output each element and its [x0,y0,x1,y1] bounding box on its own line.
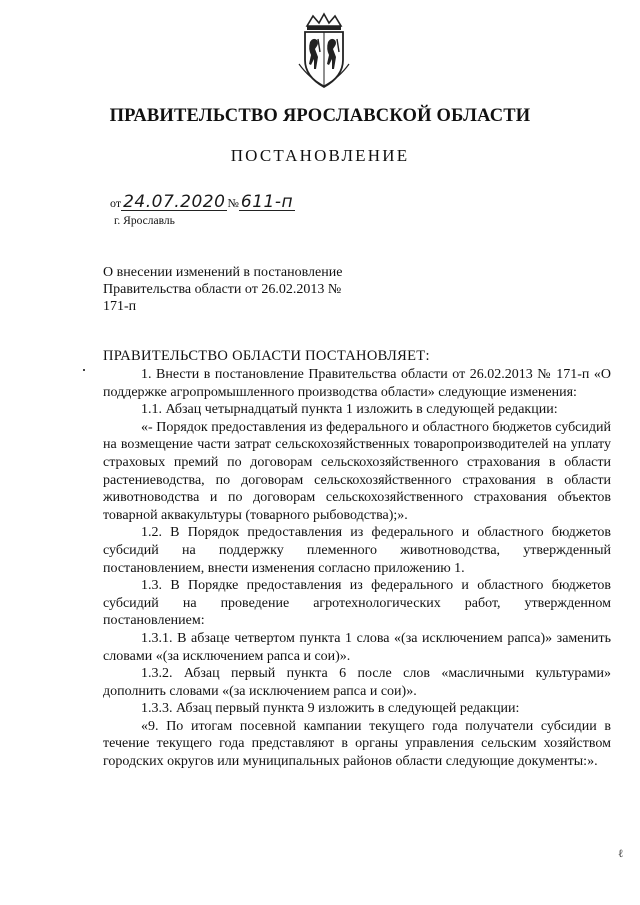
paragraph: 1. Внести в постановление Правительства области от 26.02.2013 № 171-п «О поддержке агропромышленного производства области» следующие изменения: [103,367,611,400]
paragraph: 1.2. В Порядок предоставления из федерального и областного бюджетов субсидий на поддержку племенного животноводства, утвержденный постановлением, внести изменения согласно приложению 1. [103,525,611,576]
paragraph: 1.3.3. Абзац первый пункта 9 изложить в следующей редакции: [141,701,520,717]
paragraph: 1.1. Абзац четырнадцатый пункта 1 изложить в следующей редакции: [141,402,558,418]
city: г. Ярославль [114,215,175,227]
date-prefix: от [110,196,122,210]
document-subject: О внесении изменений в постановление Правительства области от 26.02.2013 № 171-п [103,265,343,314]
document-body [103,366,611,771]
government-title: ПРАВИТЕЛЬСТВО ЯРОСЛАВСКОЙ ОБЛАСТИ [109,106,531,126]
document-number: 611-п [240,192,294,212]
document-type: ПОСТАНОВЛЕНИЕ [230,146,410,165]
paragraph: «9. По итогам посевной кампании текущего года получатели субсидии в течение текущего года представляют в органы управления сельским хозяйством городских округов или муниципальных районов области следующие документы:». [103,718,611,770]
paragraph: «- Порядок предоставления из федерального и областного бюджетов субсидий на возмещение части затрат сельскохозяйственных товаропроизводителей на уплату страховых премий по договорам сельскохозяйственного страхования в области растениеводства, по договорам сельскохозяйственного страхования в области животноводства и по договорам сельскохозяйственного страхования объектов товарной аквакультуры (товарного рыбоводства);». [103,419,611,523]
margin-dot [83,369,85,371]
yaroslavl-coat-of-arms-icon [293,12,355,90]
number-prefix: № [227,196,239,210]
document-date: 24.07.2020 [123,192,226,212]
paragraph: 1.3.1. В абзаце четвертом пункта 1 слова «(за исключением рапса)» заменить словами «(за исключением рапса и сои)». [103,630,611,664]
margin-mark: ℓ [618,848,624,860]
paragraph: 1.3.2. Абзац первый пункта 6 после слов «масличными культурами» дополнить словами «(за исключением рапса и сои)». [103,666,611,699]
date-number-line [110,192,295,212]
decree-heading: ПРАВИТЕЛЬСТВО ОБЛАСТИ ПОСТАНОВЛЯЕТ: [103,348,430,364]
paragraph: 1.3. В Порядке предоставления из федерального и областного бюджетов субсидий на проведение агротехнологических работ, утвержденном постановлением: [103,578,611,629]
